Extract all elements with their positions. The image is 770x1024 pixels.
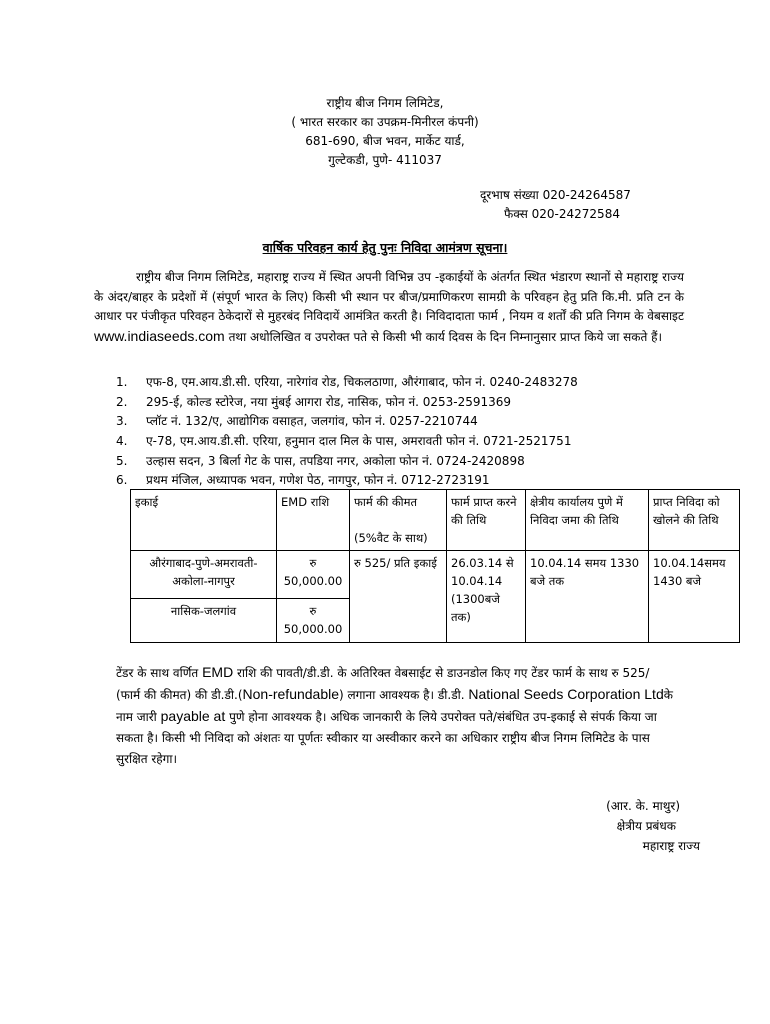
notice-subject: वार्षिक परिवहन कार्य हेतु पुनः निविदा आमंत्रण सूचना। <box>262 240 508 255</box>
org-address-line-1: 681-690, बीज भवन, मार्केट यार्ड, <box>305 134 465 148</box>
emd-cell: रु 50,000.00 <box>277 551 350 599</box>
office-item <box>116 412 578 432</box>
non-refundable-term: Non-refundable <box>242 686 340 702</box>
office-item <box>116 373 578 393</box>
payable-at-term: payable at <box>160 708 226 724</box>
office-number: 6. <box>116 473 128 488</box>
org-address-line-2: गुल्टेकडी, पुणे- 411037 <box>328 153 442 167</box>
table-header-row <box>131 490 740 551</box>
office-list <box>116 373 578 491</box>
office-item <box>116 452 578 472</box>
receipt-cell: 26.03.14 से 10.04.14 (1300बजे तक) <box>447 551 526 643</box>
office-address: ए-78, एम.आय.डी.सी. एरिया, हनुमान दाल मिल के पास, अमरावती फोन नं. 0721-2521751 <box>146 434 572 449</box>
letterhead <box>0 94 770 170</box>
unit-cell: नासिक-जलगांव <box>131 599 277 643</box>
col-emd-header: EMD राशि <box>277 490 350 551</box>
office-address: प्रथम मंजिल, अध्यापक भवन, गणेश पेठ, नागपुर, फोन नं. 0712-2723191 <box>146 473 490 488</box>
unit-cell: औरंगाबाद-पुणे-अमरावती-अकोला-नागपुर <box>131 551 277 599</box>
submit-cell: 10.04.14 समय 1330 बजे तक <box>526 551 649 643</box>
price-header-note: (5%वैट के साथ) <box>354 531 428 545</box>
price-cell: रु 525/ प्रति इकाई <box>350 551 447 643</box>
notice-paragraph <box>116 662 676 770</box>
col-price-header <box>350 490 447 551</box>
emd-cell: रु 50,000.00 <box>277 599 350 643</box>
col-submit-header: क्षेत्रीय कार्यालय पुणे में निविदा जमा की तिथि <box>526 490 649 551</box>
org-name: राष्ट्रीय बीज निगम लिमिटेड, <box>326 96 444 110</box>
tender-table <box>130 489 740 643</box>
office-number: 3. <box>116 414 128 429</box>
notice-text-3: ) लगाना आवश्यक है। डी.डी. <box>339 688 465 702</box>
intro-paragraph <box>94 268 684 347</box>
fax-number: फैक्स 020-24272584 <box>504 207 620 221</box>
office-address: उल्हास सदन, 3 बिर्ला गेट के पास, तपडिया नगर, अकोला फोन नं. 0724-2420898 <box>146 453 525 468</box>
intro-outro: तथा अधोलिखित व उपरोक्त पते से किसी भी कार्य दिवस के दिन निम्नानुसार प्राप्त किये जा सकते हैं। <box>228 329 663 344</box>
signature-block <box>560 796 700 856</box>
signatory-title: क्षेत्रीय प्रबंधक <box>616 819 676 833</box>
office-address: एफ-8, एम.आय.डी.सी. एरिया, नारेगांव रोड, चिकलठाणा, औरंगाबाद, फोन नं. 0240-2483278 <box>146 375 578 389</box>
nsc-name: National Seeds Corporation Ltd <box>468 686 664 702</box>
office-address: प्लॉट नं. 132/ए, आद्योगिक वसाहत, जलगांव, फोन नं. 0257-2210744 <box>146 414 478 429</box>
notice-text-5: पुणे होना आवश्यक है। अधिक जानकारी के लिये उपरोक्त पते/संबंधित उप-इकाई से संपर्क किया जा सकता है। किसी भी निविदा को अंशतः या पूर्णतः स्वीकार या अस्वीकार करने का अधिकार राष्ट्रीय बीज निगम लिमिटेड के पास सुरक्षित रहेगा। <box>116 710 657 766</box>
notice-text-2: राशि की पावती/डी.डी. के अतिरिक्त वेबसाईट से डाउनडोल किए गए टेंडर फार्म के साथ रु 525/ (फार्म की कीमत) की डी.डी.( <box>116 666 650 702</box>
col-receipt-header: फार्म प्राप्त करने की तिथि <box>447 490 526 551</box>
website-link[interactable]: www.indiaseeds.com <box>94 327 225 344</box>
office-number: 1. <box>116 375 128 389</box>
col-opening-header: प्राप्त निविदा को खोलने की तिथि <box>649 490 740 551</box>
col-unit-header: इकाई <box>131 490 277 551</box>
signatory-name: (आर. के. माथुर) <box>606 799 680 813</box>
intro-text: राष्ट्रीय बीज निगम लिमिटेड, महाराष्ट्र राज्य में स्थित अपनी विभिन्न उप -इकाईयों के अंतर्गत स्थित भंडारण स्थानों से महाराष्ट्र राज्य के अंदर/बाहर के प्रदेशों में (संपूर्ण भारत के लिए) किसी भी स्थान पर बीज/प्रमाणिकरण सामग्री के परिवहन हेतु प्रति कि.मी. प्रति टन के आधार पर पंजीकृत परिवहन ठेकेदारों से मुहरबंद निविदायें आमंत्रित करती है। निविदादाता फार्म , नियम व शर्तों की प्रति निगम के वेबसाइट <box>94 270 684 323</box>
emd-term: EMD <box>202 664 234 680</box>
price-header-label: फार्म की कीमत <box>354 495 418 509</box>
office-item <box>116 393 578 413</box>
signatory-region: महाराष्ट्र राज्य <box>642 839 700 853</box>
opening-cell: 10.04.14समय 1430 बजे <box>649 551 740 643</box>
office-number: 5. <box>116 453 128 468</box>
notice-text-4: के नाम जारी <box>116 688 673 724</box>
office-item <box>116 432 578 452</box>
notice-text-1: टेंडर के साथ वर्णित <box>116 666 199 680</box>
office-address: 295-ई, कोल्ड स्टोरेज, नया मुंबई आगरा रोड, नासिक, फोन नं. 0253-2591369 <box>146 394 512 409</box>
phone-number: दूरभाष संख्या 020-24264587 <box>480 188 631 202</box>
office-number: 2. <box>116 394 128 409</box>
table-row <box>131 551 740 599</box>
org-gov-note: ( भारत सरकार का उपक्रम-मिनीरल कंपनी) <box>291 115 479 129</box>
contact-block <box>480 186 631 224</box>
office-number: 4. <box>116 434 128 449</box>
